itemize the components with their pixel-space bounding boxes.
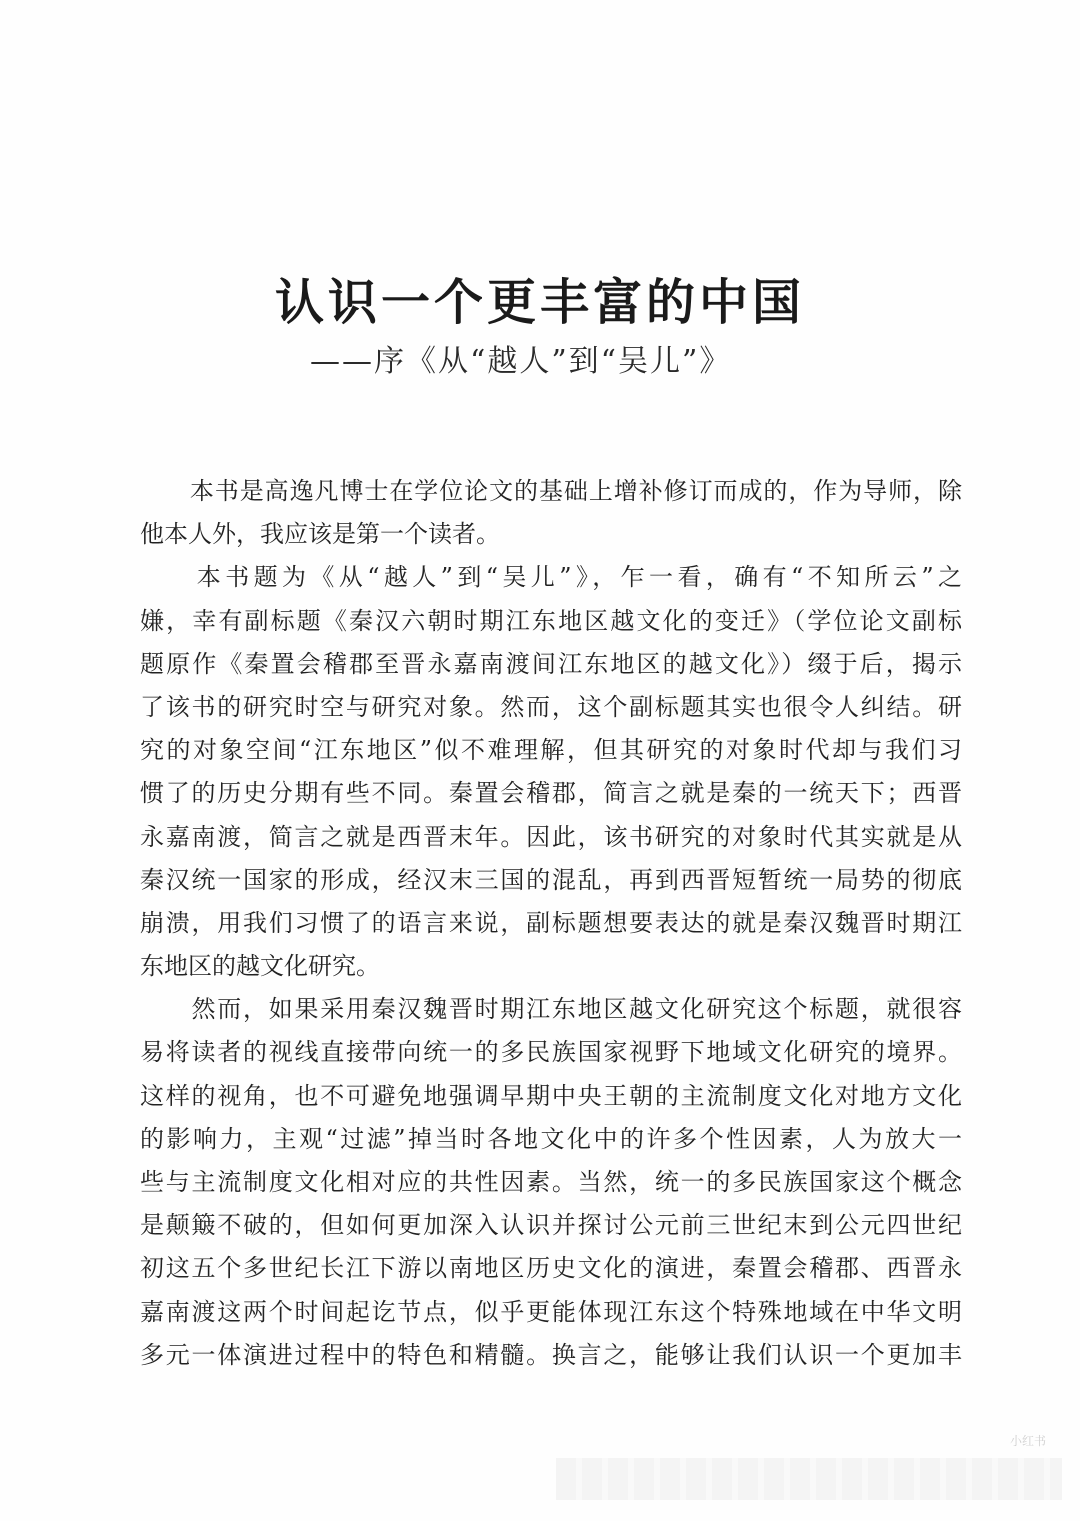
text-line: 题原作《秦置会稽郡至晋永嘉南渡间江东地区的越文化》）缀于后，揭示	[140, 649, 962, 678]
text-line: 究的对象空间“江东地区”似不难理解，但其研究的对象时代却与我们习	[140, 736, 962, 765]
text-line: 这样的视角，也不可避免地强调早期中央王朝的主流制度文化对地方文化	[140, 1081, 962, 1110]
text-line: 本书是高逸凡博士在学位论文的基础上增补修订而成的，作为导师，除	[140, 477, 962, 505]
text-line: 嘉南渡这两个时间起讫节点，似乎更能体现江东这个特殊地域在中华文明	[140, 1297, 962, 1326]
text-line: 永嘉南渡，简言之就是西晋末年。因此，该书研究的对象时代其实就是从	[140, 822, 962, 851]
text-line: 秦汉统一国家的形成，经汉末三国的混乱，再到西晋短暂统一局势的彻底	[140, 865, 962, 894]
bottom-scan-strip	[556, 1458, 1062, 1500]
paragraph-2	[140, 556, 962, 988]
text-line: 初这五个多世纪长江下游以南地区历史文化的演进，秦置会稽郡、西晋永	[140, 1254, 962, 1283]
page-subtitle: ——序《从“越人”到“吴儿”》	[310, 344, 732, 379]
text-line: 是颠簸不破的，但如何更加深入认识并探讨公元前三世纪末到公元四世纪	[140, 1211, 962, 1240]
paragraph-3	[140, 988, 962, 1377]
text-line: 嫌，幸有副标题《秦汉六朝时期江东地区越文化的变迁》（学位论文副标	[140, 606, 962, 635]
text-line: 的影响力，主观“过滤”掉当时各地文化中的许多个性因素，人为放大一	[140, 1124, 962, 1153]
text-line: 然而，如果采用秦汉魏晋时期江东地区越文化研究这个标题，就很容	[140, 995, 962, 1024]
document-body	[140, 470, 962, 1377]
text-line: 本书题为《从“越人”到“吴儿”》，乍一看，确有“不知所云”之	[140, 563, 962, 592]
text-line: 多元一体演进过程中的特色和精髓。换言之，能够让我们认识一个更加丰	[140, 1340, 962, 1369]
text-line: 他本人外，我应该是第一个读者。	[140, 520, 500, 549]
watermark-logo: 小红书	[1010, 1434, 1047, 1448]
text-line: 惯了的历史分期有些不同。秦置会稽郡，简言之就是秦的一统天下；西晋	[140, 779, 962, 808]
text-line: 易将读者的视线直接带向统一的多民族国家视野下地域文化研究的境界。	[140, 1038, 962, 1067]
text-line: 东地区的越文化研究。	[140, 952, 380, 981]
text-line: 崩溃，用我们习惯了的语言来说，副标题想要表达的就是秦汉魏晋时期江	[140, 908, 962, 937]
text-line: 了该书的研究时空与研究对象。然而，这个副标题其实也很令人纠结。研	[140, 692, 962, 721]
page-title: 认识一个更丰富的中国	[274, 274, 805, 331]
text-line: 些与主流制度文化相对应的共性因素。当然，统一的多民族国家这个概念	[140, 1168, 962, 1196]
paragraph-1	[140, 470, 962, 556]
